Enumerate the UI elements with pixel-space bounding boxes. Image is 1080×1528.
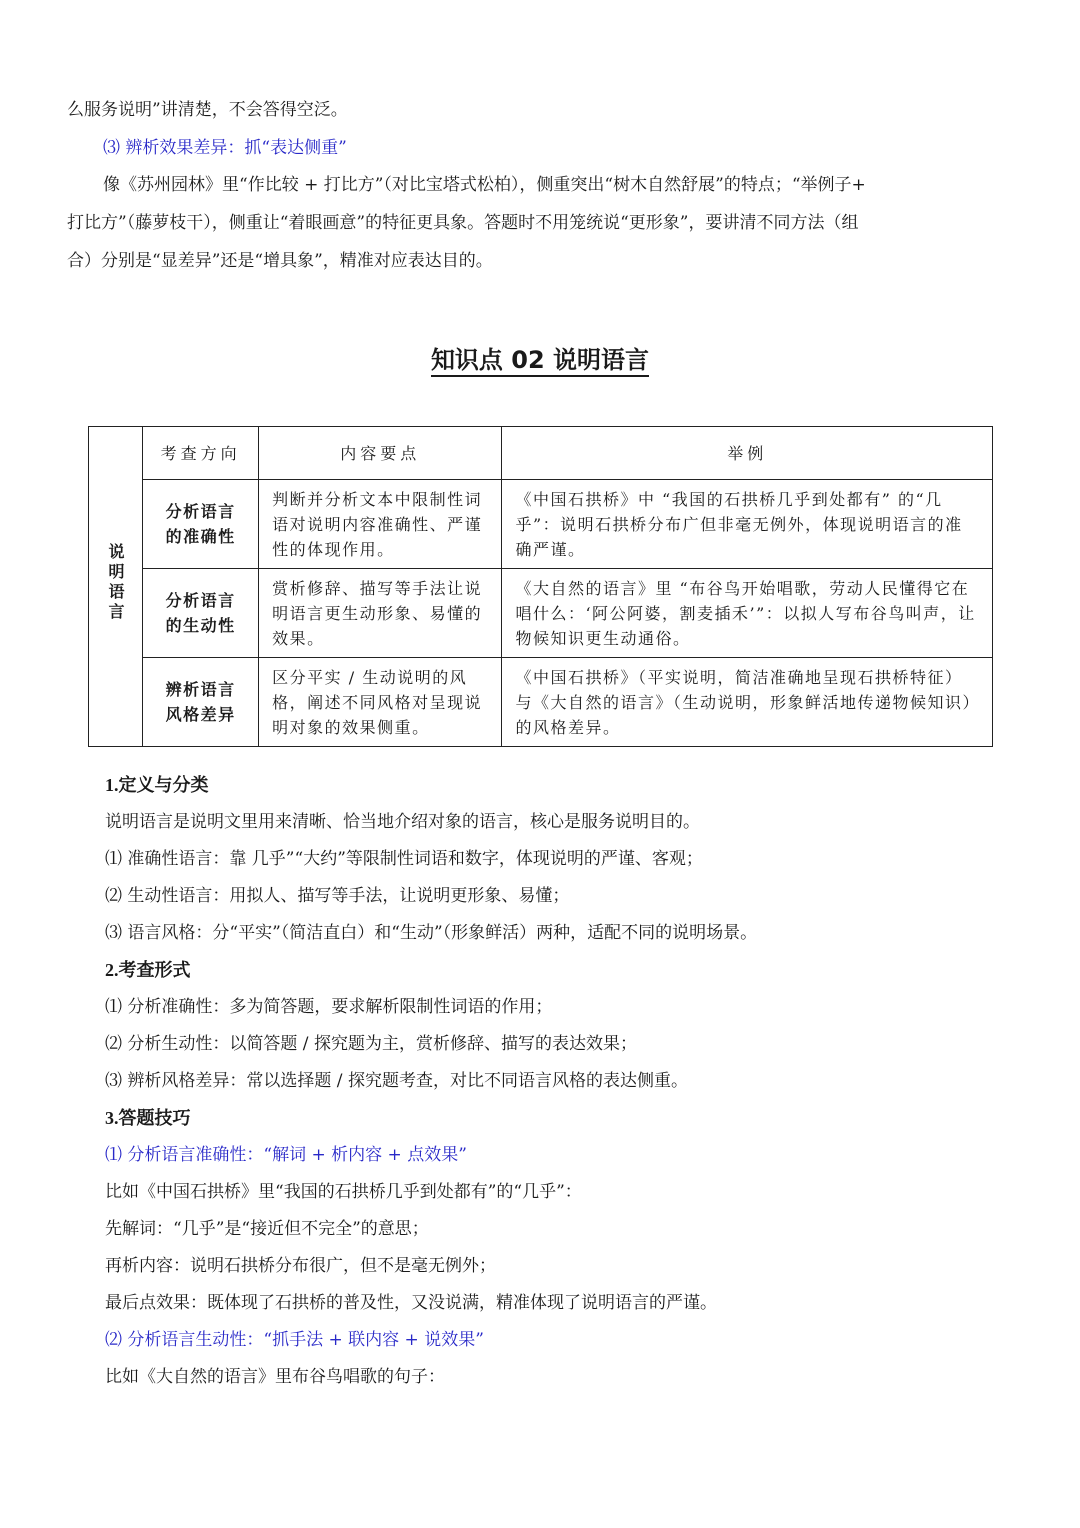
body-line: ⑶ 辨析风格差异：常以选择题 / 探究题考查，对比不同语言风格的表达侧重。 (105, 1071, 688, 1091)
body-line: 比如《中国石拱桥》里“我国的石拱桥几乎到处都有”的“几乎”： (105, 1182, 582, 1202)
table-header-row (89, 427, 993, 480)
intro-paragraph-line: 像《苏州园林》里“作比较 + 打比方”（对比宝塔式松柏），侧重突出“树木自然舒展”的特点；“举例子+ (103, 175, 866, 195)
subheading: ⑵ 分析语言生动性：“抓手法 + 联内容 + 说效果” (105, 1330, 484, 1350)
dimension-text: 风格差异 (165, 705, 236, 724)
section-heading: 1.定义与分类 (105, 775, 209, 795)
intro-subheading: ⑶ 辨析效果差异：抓“表达侧重” (103, 138, 347, 158)
table-row (89, 480, 993, 569)
body-line: 再析内容：说明石拱桥分布很广，但不是毫无例外； (105, 1256, 496, 1276)
dimension-cell (143, 480, 259, 569)
dimension-cell (143, 569, 259, 658)
table-header-cell: 举例 (502, 427, 993, 480)
body-line: ⑴ 分析准确性：多为简答题，要求解析限制性词语的作用； (105, 997, 553, 1017)
body-line: 先解词：“几乎”是“接近但不完全”的意思； (105, 1219, 429, 1239)
table-row (89, 569, 993, 658)
side-label-cell (89, 427, 143, 747)
subheading: ⑴ 分析语言准确性：“解词 + 析内容 + 点效果” (105, 1145, 467, 1165)
point-cell: 赏析修辞、描写等手法让说明语言更生动形象、易懂的效果。 (259, 569, 502, 658)
point-cell: 判断并分析文本中限制性词语对说明内容准确性、严谨性的体现作用。 (259, 480, 502, 569)
body-line: ⑶ 语言风格：分“平实”（简洁直白）和“生动”（形象鲜活）两种，适配不同的说明场景。 (105, 923, 758, 943)
example-cell: 《大自然的语言》里 “布谷鸟开始唱歌，劳动人民懂得它在唱什么：‘阿公阿婆，割麦插禾’”：以拟人写布谷鸟叫声，让物候知识更生动通俗。 (502, 569, 993, 658)
side-label: 说明语言 (106, 542, 126, 623)
intro-paragraph-line: 打比方”（藤萝枝干），侧重让“着眼画意”的特征更具象。答题时不用笼统说“更形象”，要讲清不同方法（组 (67, 213, 859, 233)
body-line: ⑴ 准确性语言：靠 几乎”“大约”等限制性词语和数字，体现说明的严谨、客观； (105, 849, 703, 869)
body-line: 说明语言是说明文里用来清晰、恰当地介绍对象的语言，核心是服务说明目的。 (105, 812, 700, 832)
example-cell: 《中国石拱桥》中 “我国的石拱桥几乎到处都有” 的“几乎”：说明石拱桥分布广但非毫无例外，体现说明语言的准确严谨。 (502, 480, 993, 569)
table-header-cell: 内容要点 (259, 427, 502, 480)
section-heading: 3.答题技巧 (105, 1108, 191, 1128)
dimension-text: 的准确性 (165, 527, 236, 546)
example-cell: 《中国石拱桥》（平实说明，简洁准确地呈现石拱桥特征）与《大自然的语言》（生动说明，形象鲜活地传递物候知识）的风格差异。 (502, 658, 993, 747)
table-row (89, 658, 993, 747)
intro-line: 么服务说明”讲清楚，不会答得空泛。 (67, 100, 348, 120)
body-line: 比如《大自然的语言》里布谷鸟唱歌的句子： (105, 1367, 445, 1387)
table-header-cell: 考查方向 (143, 427, 259, 480)
section-heading: 2.考查形式 (105, 960, 191, 980)
dimension-text: 分析语言 (165, 502, 236, 521)
section-title-text: 知识点 02 说明语言 (431, 346, 649, 377)
dimension-cell (143, 658, 259, 747)
section-title (0, 340, 1080, 380)
body-line: ⑵ 分析生动性：以简答题 / 探究题为主，赏析修辞、描写的表达效果； (105, 1034, 637, 1054)
intro-paragraph-line: 合）分别是“显差异”还是“增具象”，精准对应表达目的。 (67, 251, 493, 271)
dimension-text: 的生动性 (165, 616, 236, 635)
content-sections (105, 767, 1005, 1396)
knowledge-table (88, 426, 993, 747)
body-line: 最后点效果：既体现了石拱桥的普及性，又没说满，精准体现了说明语言的严谨。 (105, 1293, 717, 1313)
dimension-text: 分析语言 (165, 591, 236, 610)
body-line: ⑵ 生动性语言：用拟人、描写等手法，让说明更形象、易懂； (105, 886, 570, 906)
dimension-text: 辨析语言 (165, 680, 236, 699)
point-cell: 区分平实 / 生动说明的风格，阐述不同风格对呈现说明对象的效果侧重。 (259, 658, 502, 747)
